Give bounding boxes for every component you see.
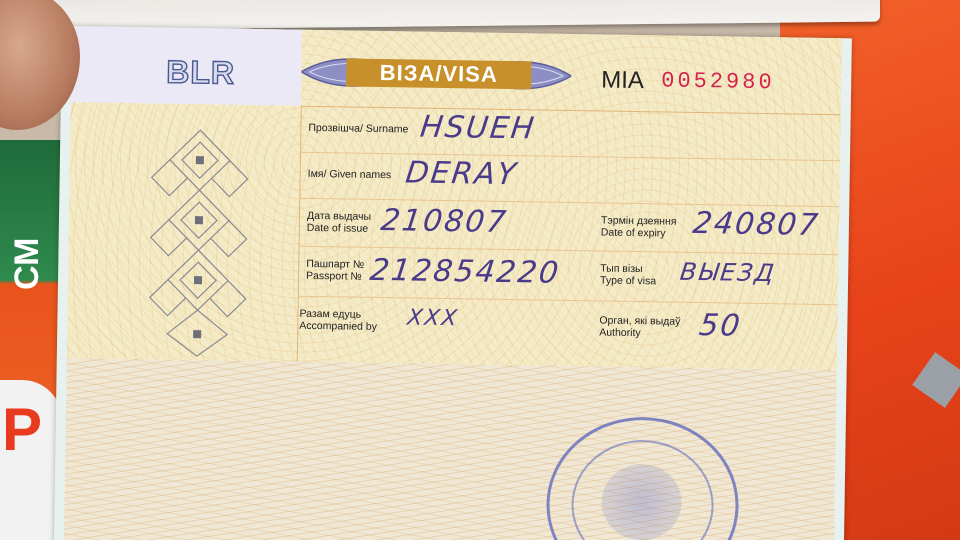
passport-page-guilloche [64, 358, 837, 540]
folk-ornament [147, 127, 251, 359]
date-of-issue-label-be: Дата выдачы [306, 209, 372, 223]
accompanied-value: XXX [405, 305, 461, 332]
visa-title: ВІЗА/VISA [346, 58, 531, 89]
header-divider [301, 106, 841, 115]
visa-type-label-be: Тып візы [600, 262, 643, 276]
passport-value: 212854220 [368, 252, 563, 291]
authority-value: 50 [697, 308, 744, 344]
background-print: СМ [8, 237, 46, 290]
date-of-expiry-label-be: Тэрмін дзеяння [600, 214, 677, 228]
given-names-label: Імя/ Given names [307, 167, 392, 182]
surname-value: HSUEH [418, 109, 538, 147]
row-divider [299, 198, 839, 207]
date-of-issue-label-en: Date of issue [306, 221, 369, 235]
date-of-expiry-label-en: Date of expiry [600, 226, 666, 240]
previous-page-edge [40, 0, 880, 30]
stamp-emblem [601, 464, 682, 540]
date-of-issue-value: 210807 [378, 203, 510, 240]
date-of-expiry-value: 240807 [690, 205, 822, 243]
authority-label-be: Орган, які выдаў [599, 314, 681, 328]
accompanied-label-be: Разам едуць [299, 307, 362, 321]
official-stamp [545, 416, 740, 540]
row-divider [298, 296, 838, 305]
visa-number: 0052980 [661, 68, 775, 96]
visa-series: MIA [601, 66, 645, 95]
passport-label-en: Passport № [306, 269, 362, 283]
country-code: BLR [166, 53, 236, 91]
visa-type-label-en: Type of visa [599, 274, 657, 288]
passport-label-be: Пашпарт № [306, 257, 365, 271]
row-divider [300, 152, 840, 161]
authority-label-en: Authority [599, 326, 641, 340]
visa-sticker [67, 26, 842, 370]
passport-page [54, 26, 852, 540]
accompanied-label-en: Accompanied by [299, 319, 378, 333]
visa-type-value: ВЫЕЗД [678, 257, 778, 288]
bottom-left-print: Р [2, 396, 43, 463]
surname-label: Прозвішча/ Surname [308, 121, 409, 136]
given-names-value: DERAY [403, 155, 520, 193]
